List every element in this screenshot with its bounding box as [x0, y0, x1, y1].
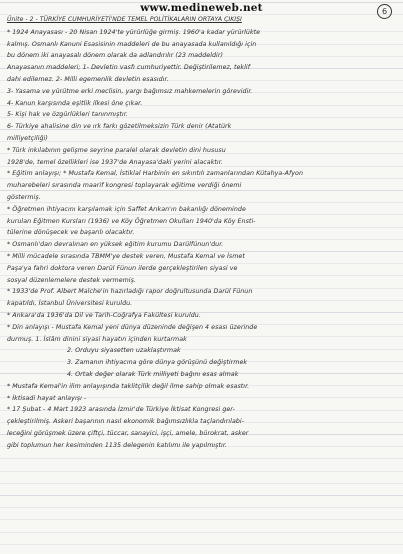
- note-line: * Ankara'da 1936'da Dil ve Tarih-Coğrafya Fakültesi kuruldu.: [7, 311, 201, 319]
- note-line: * İktisadi hayat anlayışı -: [7, 394, 87, 402]
- note-line: * 17 Şubat - 4 Mart 1923 arasında İzmir'de Türkiye İktisat Kongresi ger-: [7, 406, 235, 414]
- note-line: Paşa'ya fahri doktora veren Darül Fünun ilerde gerçekleştirilen siyasi ve: [7, 264, 238, 272]
- note-line: * Milli mücadele sırasında TBMM'ye destek veren, Mustafa Kemal ve İsmet: [7, 252, 245, 260]
- note-line: * 1933'de Prof. Albert Malche'in hazırladığı rapor doğrultusunda Darül Fünun: [7, 288, 253, 296]
- note-line: * Din anlayışı - Mustafa Kemal yeni dünya düzeninde değişen 4 esası üzerinde: [7, 323, 258, 331]
- note-line: 3. Zamanın ihtiyacına göre dünya görüşünü değiştirmek: [67, 359, 248, 367]
- note-line: sosyal düzenlemelere destek vermemiş.: [7, 276, 136, 284]
- note-line: * Osmanlı'dan devralınan en yüksek eğitim kurumu Darülfünun'dur.: [7, 241, 224, 249]
- note-line: Anayasanın maddeleri; 1- Devletin vasfı cumhuriyettir. Değiştirilemez, teklif: [7, 64, 250, 72]
- note-line: * Mustafa Kemal'in ilim anlayışında taklitçilik değil ilme sahip olmak esastır.: [7, 382, 250, 390]
- note-line: bu dönem iki anayasalı dönem olarak da adlandırılır (23 maddeldir): [7, 52, 223, 60]
- note-line: 4. Ortak değer olarak Türk milliyeti bağını esas almak: [67, 370, 239, 378]
- note-line: leceğini görüşmek üzere çiftçi, tüccar, sanayici, işçi, amele, bürokrat, asker: [7, 429, 249, 437]
- site-watermark: www.medineweb.net: [140, 2, 263, 14]
- note-line: * 1924 Anayasası - 20 Nisan 1924'te yürürlüğe girmiş. 1960'a kadar yürürlükte: [7, 28, 261, 36]
- note-line: durmuş. 1. İslâm dinini siyasi hayatın içinden kurtarmak: [7, 335, 187, 343]
- note-line: 5- Kişi hak ve özgürlükleri tanınmıştır.: [7, 111, 128, 119]
- note-line: 3- Yasama ve yürütme erki meclisin, yargı bağımsız mahkemelerin görevidir.: [7, 87, 253, 95]
- note-line: göstermiş.: [7, 193, 41, 201]
- note-line: tülerine dönüşecek ve başarılı olacaktır.: [7, 229, 135, 237]
- note-line: * Öğretmen ihtiyacını karşılamak için Saffet Arıkan'ın bakanlığı döneminde: [7, 205, 246, 213]
- note-line: kapatıldı, İstanbul Üniversitesi kuruldu.: [7, 300, 133, 308]
- note-line: kurulan Eğitmen Kursları (1936) ve Köy Öğretmen Okulları 1940'da Köy Ensti-: [7, 217, 256, 225]
- unit-title: Ünite - 2 - TÜRKİYE CUMHURİYETİ'NDE TEMEL POLİTİKALARIN ORTAYA ÇIKIŞI: [7, 16, 242, 23]
- page-number: 6: [377, 4, 392, 19]
- note-line: milliyetçiliği): [7, 134, 48, 142]
- note-line: gibi toplumun her kesiminden 1135 delegenin katılımı ile yapılmıştır.: [7, 441, 227, 449]
- note-line: 2. Orduyu siyasetten uzaklaştırmak: [67, 347, 181, 355]
- note-line: dahi edilemez. 2- Milli egemenlik devletin esasıdır.: [7, 75, 169, 83]
- note-line: * Eğitim anlayışı; * Mustafa Kemal, İstiklal Harbinin en sıkıntılı zamanlarından Kütahya-Afyon: [7, 170, 303, 178]
- note-line: 1928'de, temel özellikleri ise 1937'de Anayasa'daki yerini alacaktır.: [7, 158, 223, 166]
- note-line: * Türk inkılabının gelişme seyrine paralel olarak devletin dini hususu: [7, 146, 226, 154]
- handwritten-notes: [7, 14, 395, 451]
- note-line: çekleştirilmiş. Askeri başarının nasıl ekonomik bağımsızlıkla taçlandırılabi-: [7, 418, 245, 426]
- note-line: muharebeleri sırasında maarif kongresi toplayarak eğitime verdiği önemi: [7, 182, 242, 190]
- note-line: kalmış. Osmanlı Kanuni Esasisinin maddeleri de bu anayasada kullanıldığı için: [7, 40, 257, 48]
- note-line: 4- Kanun karşısında eşitlik ilkesi öne çıkar.: [7, 99, 143, 107]
- note-line: 6- Türkiye ahalisine din ve ırk farkı gözetilmeksizin Türk denir (Atatürk: [7, 123, 232, 131]
